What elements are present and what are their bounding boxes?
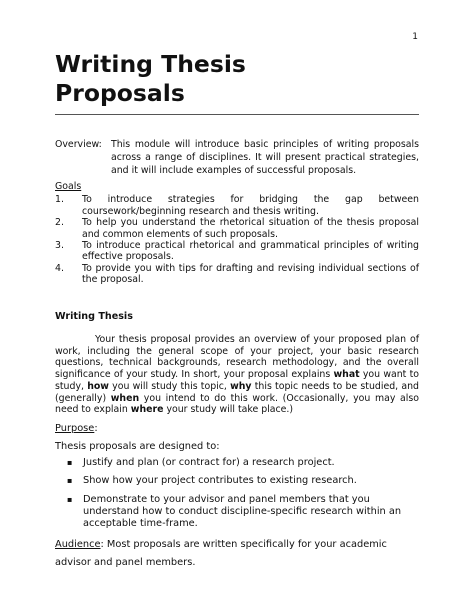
goal-text: To provide you with tips for drafting and revising individual sections of the proposal. <box>82 262 419 286</box>
goal-item <box>55 240 419 263</box>
goal-text: To introduce strategies for bridging the gap between coursework/beginning research and thesis writing. <box>82 194 419 217</box>
emphasis-what: what <box>333 369 360 381</box>
document-title <box>55 50 246 108</box>
bullet-text: Demonstrate to your advisor and panel members that you understand how to conduct discipline-specific research within an acceptable time-frame. <box>83 493 402 530</box>
emphasis-how: how <box>87 380 109 392</box>
paragraph-text: your study will take place.) <box>163 404 294 416</box>
paragraph-text: you will study this topic, <box>108 380 231 392</box>
paragraph-text: Your thesis proposal provides an overview of your proposed plan of work, including the general scope of your project, your basic research questions, technical backgrounds, research methodology, and the overall significance of your study. In short, your proposal explains <box>55 334 419 381</box>
square-bullet-icon: ▪ <box>67 494 73 504</box>
goal-item <box>55 217 419 240</box>
title-line-1: Writing Thesis <box>55 50 246 78</box>
goal-text: To introduce practical rhetorical and grammatical principles of writing effective proposals. <box>82 240 419 263</box>
emphasis-why: why <box>230 380 252 392</box>
audience-paragraph <box>55 536 419 572</box>
goal-number: 3. <box>55 240 64 252</box>
goals-heading: Goals <box>55 181 82 192</box>
list-item <box>67 475 419 487</box>
bullet-text: Justify and plan (or contract for) a research project. <box>83 457 335 468</box>
purpose-heading <box>55 423 98 434</box>
writing-thesis-heading: Writing Thesis <box>55 311 133 322</box>
square-bullet-icon: ▪ <box>67 458 73 467</box>
overview-label: Overview: <box>55 139 102 150</box>
goal-number: 2. <box>55 217 64 229</box>
paragraph-text: this topic needs to be studied, and (generally) <box>55 380 419 404</box>
title-divider <box>55 114 419 115</box>
list-item <box>67 494 419 531</box>
goal-number: 4. <box>55 262 64 274</box>
overview-text: This module will introduce basic principles of writing proposals across a range of disciplines. It will present practical strategies, and it will include examples of successful proposals. <box>111 139 419 176</box>
title-line-2: Proposals <box>55 79 185 107</box>
goal-number: 1. <box>55 194 64 206</box>
paragraph-text: you intend to do this work. (Occasionally, you may also need to explain <box>55 392 419 416</box>
goal-text: To help you understand the rhetorical situation of the thesis proposal and common elements of such proposals. <box>82 217 419 240</box>
bullet-text: Show how your project contributes to existing research. <box>83 475 357 487</box>
audience-label: Audience <box>55 539 101 550</box>
goals-section <box>55 181 419 286</box>
purpose-colon: : <box>94 423 98 434</box>
square-bullet-icon: ▪ <box>67 476 73 486</box>
paragraph-text: you want to study, <box>55 369 419 392</box>
emphasis-when: when <box>110 392 140 404</box>
overview-section <box>55 138 419 177</box>
page-number: 1 <box>412 32 418 42</box>
purpose-bullet-list <box>67 457 419 536</box>
goal-item <box>55 194 419 217</box>
writing-thesis-paragraph <box>55 334 419 416</box>
goal-item <box>55 263 419 286</box>
audience-text: : Most proposals are written specifically for your academic advisor and panel members. <box>55 539 387 568</box>
list-item <box>67 457 419 469</box>
purpose-intro: Thesis proposals are designed to: <box>55 441 220 452</box>
emphasis-where: where <box>130 404 164 416</box>
purpose-label: Purpose <box>55 423 95 434</box>
